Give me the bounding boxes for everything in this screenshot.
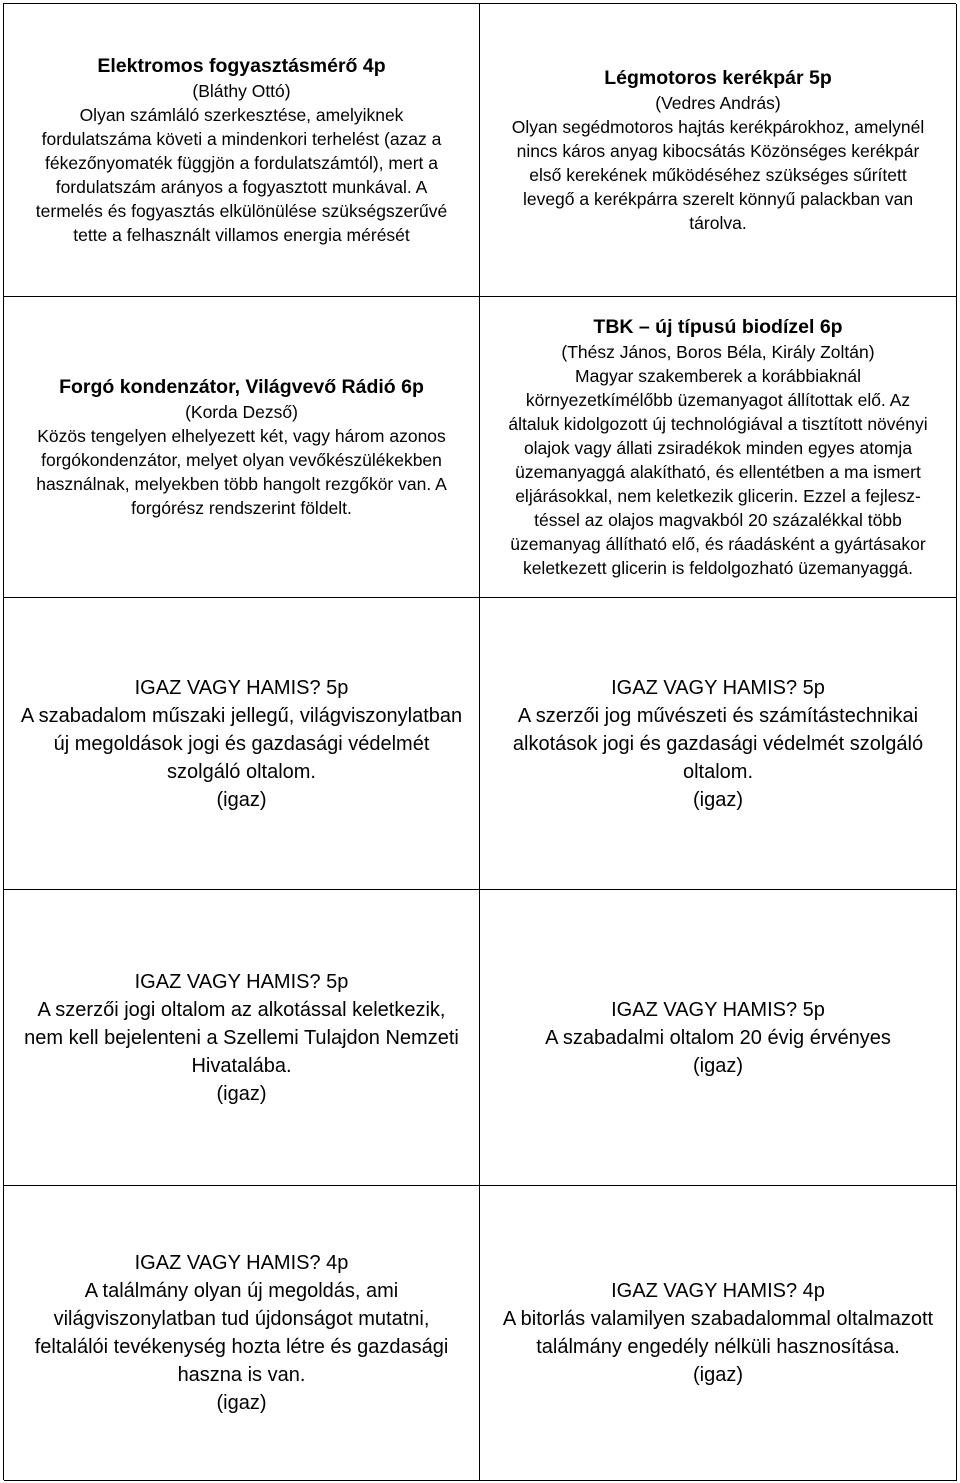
card-inventor: (Vedres András) bbox=[655, 92, 781, 113]
card-title: TBK – új típusú biodízel 6p bbox=[593, 315, 843, 338]
card-title: IGAZ VAGY HAMIS? 4p bbox=[611, 1280, 825, 1302]
card-true-false-1 bbox=[4, 598, 480, 890]
card-answer: (igaz) bbox=[692, 788, 743, 811]
card-question: A szabadalmi oltalom 20 évig érvényes bbox=[545, 1026, 891, 1049]
card-legmotoros-kerekpar bbox=[480, 4, 957, 297]
card-true-false-3 bbox=[4, 890, 480, 1186]
card-true-false-2 bbox=[480, 598, 957, 890]
card-inventor: (Thész János, Boros Béla, Király Zoltán) bbox=[561, 341, 875, 362]
card-title: Légmotoros kerékpár 5p bbox=[604, 66, 832, 89]
card-title: Forgó kondenzátor, Világvevő Rádió 6p bbox=[59, 375, 424, 398]
card-title: IGAZ VAGY HAMIS? 4p bbox=[134, 1252, 349, 1274]
card-inventor: (Bláthy Ottó) bbox=[192, 80, 291, 101]
card-title: Elektromos fogyasztásmérő 4p bbox=[97, 54, 386, 77]
card-question: A szerzői jogi oltalom az alkotással keletkezik, nem kell bejelenteni a Szellemi Tulajdon Nemzeti Hivatalába. bbox=[24, 998, 459, 1077]
card-answer: (igaz) bbox=[216, 788, 267, 811]
card-description: Magyar szakemberek a korábbiaknál környezetkímélőbb üzemanyagot állítottak elő. Az általuk kidolgozott új technológiával a tisztított növényi olajok vagy állati zsiradékok minden egyes atomja üzemanyaggá alakítható, és ellentétben a ma ismert eljárásokkal, nem keletkezik glicerin. Ezzel a fejlesz-téssel az olajos magvakból 20 százalékkal több üzemanyag állítható elő, és ráadásként a gyártásakor keletkezett glicerin is feldolgozható üzemanyaggá. bbox=[508, 365, 928, 578]
card-title: IGAZ VAGY HAMIS? 5p bbox=[134, 676, 349, 699]
card-description: Olyan számláló szerkesztése, amelyiknek fordulatszáma követi a mindenkori terhelést (azaz a fékezőnyomaték függjön a fordulatszámtól), mert a fordulatszám arányos a fogyasztott munkával. A termelés és fogyasztás elkülönülése szükségszerűvé tette a felhasznált villamos energia mérését bbox=[35, 104, 448, 245]
card-title: IGAZ VAGY HAMIS? 5p bbox=[611, 676, 825, 699]
card-description: Közös tengelyen elhelyezett két, vagy három azonos forgókondenzátor, melyet olyan vevőkészülékekben használnak, melyekben több hangolt rezgőkör van. A forgórész rendszerint földelt. bbox=[36, 425, 447, 518]
card-elektromos-fogyasztasmero bbox=[4, 4, 480, 297]
card-question: A találmány olyan új megoldás, ami világviszonylatban tud újdonságot mutatni, feltalálói tevékenység hozta létre és gazdasági haszna is van. bbox=[34, 1280, 449, 1386]
card-answer: (igaz) bbox=[216, 1082, 267, 1105]
card-answer: (igaz) bbox=[692, 1054, 743, 1077]
card-answer: (igaz) bbox=[216, 1392, 267, 1414]
card-tbk-biodizel bbox=[480, 297, 957, 598]
card-description: Olyan segédmotoros hajtás kerékpárokhoz, amelynél nincs káros anyag kibocsátás Közönséges kerékpár első kerekének működéséhez szükséges sűrített levegő a kerékpárra szerelt könnyű palackban van tárolva. bbox=[511, 116, 925, 233]
card-grid bbox=[3, 3, 956, 1480]
card-question: A szabadalom műszaki jellegű, világviszonylatban új megoldások jogi és gazdasági védelmét szolgáló oltalom. bbox=[20, 704, 463, 783]
card-forgo-kondenzator bbox=[4, 297, 480, 598]
card-true-false-4 bbox=[480, 890, 957, 1186]
card-title: IGAZ VAGY HAMIS? 5p bbox=[611, 998, 825, 1021]
card-title: IGAZ VAGY HAMIS? 5p bbox=[134, 970, 349, 993]
card-inventor: (Korda Dezső) bbox=[185, 401, 298, 422]
card-answer: (igaz) bbox=[692, 1364, 743, 1386]
card-true-false-5 bbox=[4, 1186, 480, 1481]
card-question: A szerzői jog művészeti és számítástechnikai alkotások jogi és gazdasági védelmét szolgáló oltalom. bbox=[512, 704, 924, 783]
card-question: A bitorlás valamilyen szabadalommal oltalmazott találmány engedély nélküli hasznosítása. bbox=[502, 1308, 934, 1358]
card-true-false-6 bbox=[480, 1186, 957, 1481]
